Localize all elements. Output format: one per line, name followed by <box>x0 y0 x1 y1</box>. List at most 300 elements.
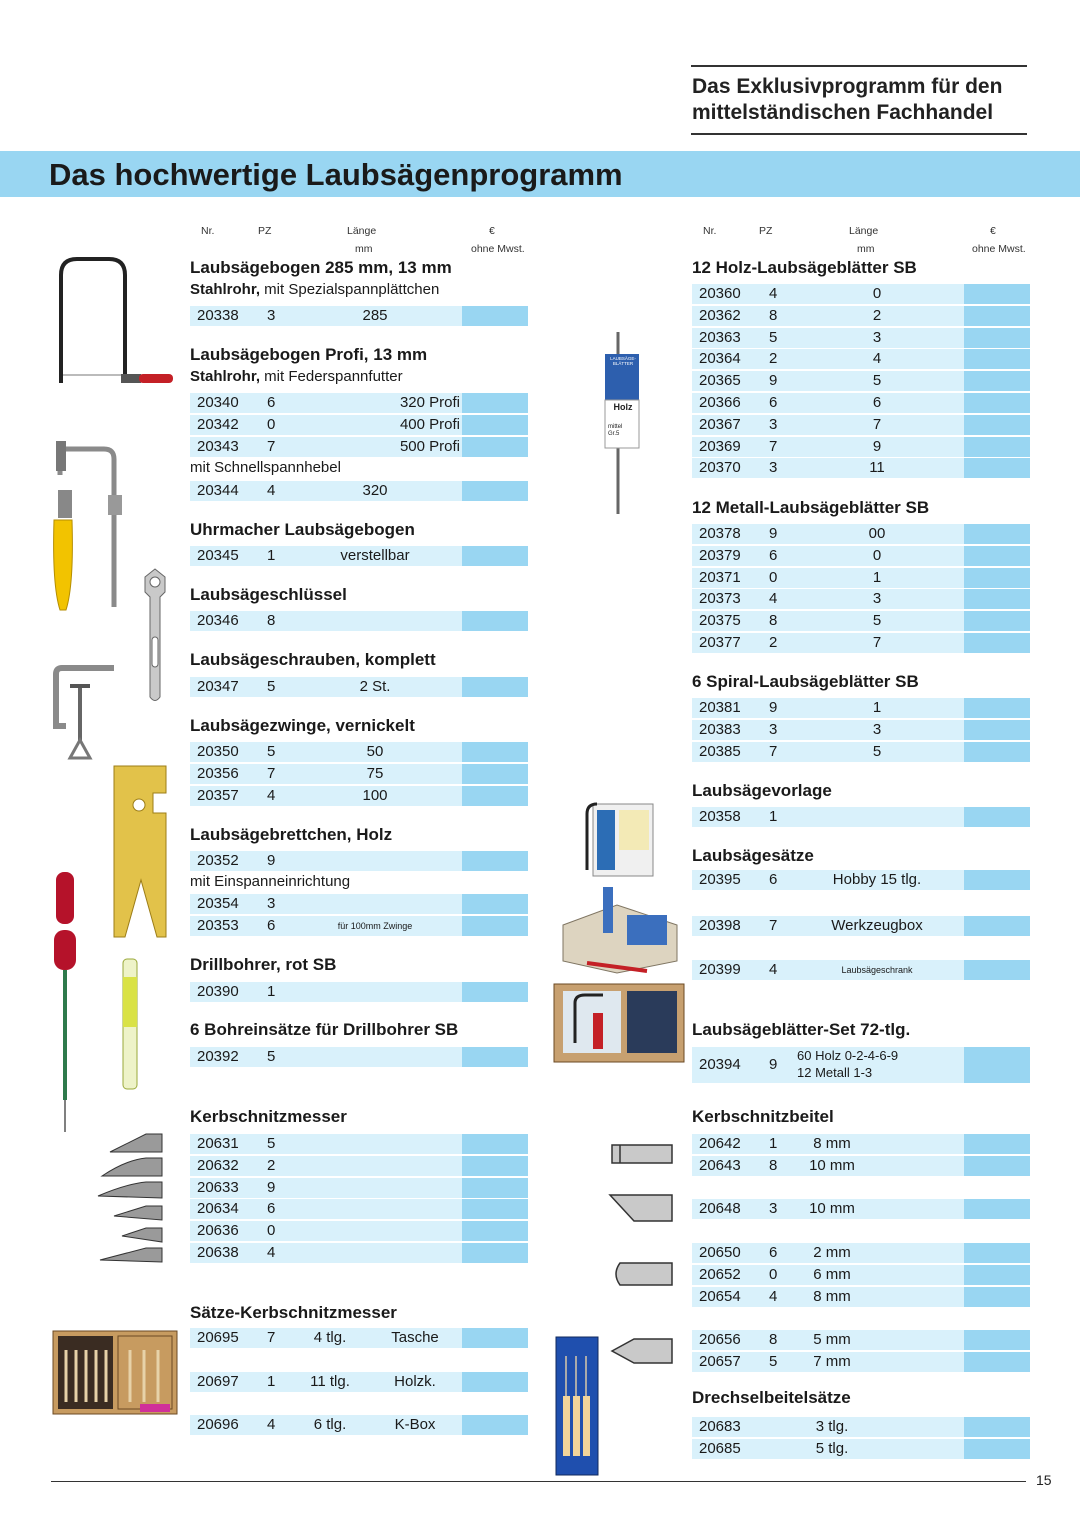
length-value: 75 <box>366 764 384 782</box>
pz-code: 4 <box>769 285 778 302</box>
table-row <box>692 306 1030 326</box>
section-title: Sätze-Kerbschnitzmesser <box>190 1303 397 1322</box>
length-value: 3 tlg. <box>815 1418 849 1435</box>
section-title: 6 Bohreinsätze für Drillbohrer SB <box>190 1020 459 1039</box>
price-cell <box>964 437 1030 457</box>
price-cell <box>964 328 1030 348</box>
length-value: 3 <box>872 720 882 738</box>
pz-code: 7 <box>769 916 778 934</box>
table-row <box>190 764 528 784</box>
length-value: 8 mm <box>813 1135 851 1152</box>
pz-code: 4 <box>267 1244 276 1261</box>
length-value: 4 tlg. <box>313 1329 347 1346</box>
price-cell <box>462 1372 528 1392</box>
pz-code: 4 <box>267 482 276 499</box>
model-value: K-Box <box>394 1416 436 1434</box>
pz-code: 5 <box>267 1135 276 1152</box>
pz-code: 2 <box>267 1156 276 1174</box>
length-value: 10 mm <box>809 1156 855 1174</box>
table-row <box>190 851 528 871</box>
fretsaw-profi-image <box>50 435 140 615</box>
price-cell <box>964 393 1030 413</box>
article-number: 20345 <box>197 547 239 564</box>
table-row <box>692 611 1030 631</box>
price-cell <box>964 1243 1030 1263</box>
pz-code: 1 <box>267 1372 276 1390</box>
table-row <box>692 1199 1030 1219</box>
package-size: mittel Gr.5 <box>608 424 623 437</box>
pz-code: 2 <box>769 350 778 368</box>
pz-code: 7 <box>267 1329 276 1346</box>
length-value: 5 <box>872 372 882 390</box>
article-number: 20636 <box>197 1222 239 1240</box>
article-number: 20367 <box>699 415 741 433</box>
pz-code: 6 <box>769 871 778 888</box>
section-title: Laubsägebrettchen, Holz <box>190 825 393 844</box>
article-number: 20364 <box>699 350 741 368</box>
section-title: Kerbschnitzmesser <box>190 1107 347 1126</box>
pz-code: 8 <box>267 612 276 629</box>
length-value: 6 tlg. <box>313 1416 347 1434</box>
carving-knives-image <box>96 1130 166 1265</box>
article-number: 20685 <box>699 1439 741 1457</box>
article-number: 20657 <box>699 1353 741 1370</box>
article-number: 20395 <box>699 871 741 888</box>
price-cell <box>964 807 1030 827</box>
pz-code: 8 <box>769 612 778 630</box>
price-cell <box>964 1265 1030 1285</box>
table-row <box>190 481 528 501</box>
col-euro-sub: ohne Mwst. <box>471 243 525 255</box>
table-row <box>692 568 1030 588</box>
clamp-image <box>52 662 122 762</box>
table-row <box>190 786 528 806</box>
pz-code: 0 <box>267 415 276 433</box>
article-number: 20379 <box>699 546 741 564</box>
pz-code: 4 <box>769 1287 778 1305</box>
article-number: 20352 <box>197 852 239 869</box>
length-value: 0 <box>872 546 882 564</box>
price-cell <box>964 284 1030 304</box>
length-value: 1 <box>872 568 882 586</box>
table-row <box>692 524 1030 544</box>
section-title: Laubsägebogen Profi, 13 mm <box>190 345 428 364</box>
col-laenge: Länge <box>347 225 377 237</box>
table-row <box>692 1047 1030 1083</box>
price-cell <box>462 786 528 806</box>
price-cell <box>462 677 528 697</box>
table-row <box>190 1372 528 1392</box>
section-title: Laubsägeschrauben, komplett <box>190 650 436 669</box>
section-title: Laubsägevorlage <box>692 781 832 800</box>
length-value: 7 <box>872 415 882 433</box>
table-row <box>190 1221 528 1241</box>
col-laenge-unit: mm <box>857 243 875 255</box>
article-number: 20643 <box>699 1156 741 1174</box>
article-number: 20358 <box>699 808 741 825</box>
length-value: verstellbar <box>340 547 410 564</box>
article-number: 20343 <box>197 437 239 455</box>
length-value: 5 <box>872 612 882 630</box>
price-cell <box>462 415 528 435</box>
article-number: 20378 <box>699 525 741 542</box>
article-number: 20365 <box>699 372 741 390</box>
price-cell <box>964 1330 1030 1350</box>
pz-code: 1 <box>769 808 778 825</box>
article-number: 20385 <box>699 742 741 760</box>
col-euro-sub: ohne Mwst. <box>972 243 1026 255</box>
pz-code: 6 <box>769 1244 778 1261</box>
fretsaw-frame-image <box>55 255 175 390</box>
price-cell <box>964 960 1030 980</box>
price-cell <box>462 393 528 413</box>
price-cell <box>964 1287 1030 1307</box>
pz-code: 5 <box>267 743 276 760</box>
template-pack-image <box>583 800 655 880</box>
price-cell <box>462 1134 528 1154</box>
toolbox-image <box>557 885 687 975</box>
article-number: 20383 <box>699 720 741 738</box>
section-title: Laubsägeschlüssel <box>190 585 347 604</box>
price-cell <box>964 611 1030 631</box>
pz-code: 0 <box>769 568 778 586</box>
length-value: 11 tlg. <box>310 1372 350 1390</box>
table-row <box>692 1352 1030 1372</box>
table-row <box>692 393 1030 413</box>
length-value: 320 <box>362 482 388 499</box>
table-row <box>692 458 1030 478</box>
article-number: 20654 <box>699 1287 741 1305</box>
price-cell <box>462 1415 528 1435</box>
pz-code: 3 <box>769 415 778 433</box>
article-number: 20631 <box>197 1135 239 1152</box>
price-cell <box>964 1156 1030 1176</box>
turning-chisel-set-image <box>555 1336 599 1476</box>
table-row <box>692 916 1030 936</box>
article-number: 20683 <box>699 1418 741 1435</box>
price-cell <box>964 916 1030 936</box>
price-cell <box>964 589 1030 609</box>
section-note: mit Einspanneinrichtung <box>190 873 351 890</box>
length-value: 7 <box>872 634 882 651</box>
table-row <box>190 742 528 762</box>
article-number: 20350 <box>197 743 239 760</box>
length-value: 8 mm <box>813 1287 851 1305</box>
length-value: 5 mm <box>813 1331 851 1349</box>
price-cell <box>462 1156 528 1176</box>
section-title: 6 Spiral-Laubsägeblätter SB <box>692 672 919 691</box>
table-row <box>190 393 528 413</box>
article-number: 20642 <box>699 1135 741 1152</box>
table-row <box>190 1243 528 1263</box>
table-row <box>692 1330 1030 1350</box>
section-title: Laubsägezwinge, vernickelt <box>190 716 415 735</box>
table-row <box>692 1287 1030 1307</box>
pz-code: 8 <box>769 1331 778 1349</box>
pz-code: 6 <box>267 394 276 411</box>
col-euro: € <box>489 225 495 237</box>
price-cell <box>964 415 1030 435</box>
article-number: 20369 <box>699 437 741 455</box>
price-cell <box>964 1439 1030 1459</box>
table-row <box>190 1178 528 1198</box>
table-row <box>692 284 1030 304</box>
length-value: 320 Profi <box>399 394 460 411</box>
table-row <box>692 720 1030 740</box>
pz-code: 5 <box>267 678 276 695</box>
package-type: Holz <box>613 402 633 412</box>
pz-code: 6 <box>769 546 778 564</box>
price-cell <box>964 458 1030 478</box>
col-pz: PZ <box>759 225 773 237</box>
pz-code: 9 <box>769 372 778 390</box>
length-line-1: 60 Holz 0-2-4-6-9 <box>797 1048 899 1063</box>
pz-code: 4 <box>769 960 778 978</box>
pz-code: 2 <box>769 634 778 651</box>
article-number: 20633 <box>197 1178 239 1196</box>
table-row <box>190 677 528 697</box>
table-row <box>692 1265 1030 1285</box>
article-number: 20398 <box>699 916 741 934</box>
col-euro: € <box>990 225 996 237</box>
price-cell <box>964 1199 1030 1219</box>
price-cell <box>462 916 528 936</box>
table-row <box>692 1156 1030 1176</box>
section-title: 12 Holz-Laubsägeblätter SB <box>692 258 917 277</box>
footer-rule <box>51 1481 1026 1482</box>
length-value: 5 tlg. <box>815 1439 849 1457</box>
price-cell <box>964 720 1030 740</box>
pz-code: 7 <box>267 437 276 455</box>
length-value: 3 <box>872 328 882 346</box>
article-number: 20392 <box>197 1048 239 1065</box>
saw-board-image <box>113 765 168 937</box>
price-cell <box>462 481 528 501</box>
price-cell <box>964 546 1030 566</box>
price-cell <box>964 1352 1030 1372</box>
price-cell <box>462 1328 528 1348</box>
article-number: 20353 <box>197 916 239 934</box>
length-value: 2 <box>872 306 882 324</box>
price-cell <box>462 1243 528 1263</box>
section-title: Kerbschnitzbeitel <box>692 1107 834 1126</box>
table-row <box>692 437 1030 457</box>
price-cell <box>964 633 1030 653</box>
price-cell <box>964 349 1030 369</box>
length-value: 0 <box>872 285 882 302</box>
section-title: Drechselbeitelsätze <box>692 1388 851 1407</box>
price-cell <box>462 1178 528 1198</box>
col-nr: Nr. <box>703 225 717 237</box>
length-value: 500 Profi <box>399 437 460 455</box>
package-brand: LAUBSÄGE-BLÄTTER <box>610 356 636 366</box>
article-number: 20354 <box>197 895 239 912</box>
table-row <box>692 371 1030 391</box>
pz-code: 3 <box>267 307 276 324</box>
table-row <box>692 1417 1030 1437</box>
length-line-2: 12 Metall 1-3 <box>797 1065 873 1080</box>
table-row <box>692 1243 1030 1263</box>
price-cell <box>964 524 1030 544</box>
article-number: 20399 <box>699 960 741 978</box>
pz-code: 4 <box>267 1416 276 1434</box>
section-title: 12 Metall-Laubsägeblätter SB <box>692 498 930 517</box>
article-number: 20344 <box>197 482 239 499</box>
length-value: 00 <box>868 525 886 542</box>
pz-code: 6 <box>769 394 778 411</box>
article-number: 20377 <box>699 634 741 651</box>
length-value: 50 <box>366 743 384 760</box>
chisels-image <box>610 1143 674 1368</box>
price-cell <box>462 1221 528 1241</box>
table-row <box>190 1156 528 1176</box>
article-number: 20366 <box>699 394 741 411</box>
table-row <box>692 1439 1030 1459</box>
article-number: 20632 <box>197 1156 239 1174</box>
article-number: 20363 <box>699 328 741 346</box>
pz-code: 1 <box>267 983 276 1000</box>
col-nr: Nr. <box>201 225 215 237</box>
article-number: 20638 <box>197 1244 239 1261</box>
length-value: 1 <box>872 699 882 716</box>
price-cell <box>964 1047 1030 1083</box>
length-value: 100 <box>362 786 388 804</box>
pz-code: 8 <box>769 306 778 324</box>
article-number: 20356 <box>197 764 239 782</box>
length-value: 285 <box>362 307 388 324</box>
pz-code: 3 <box>769 459 778 477</box>
article-number: 20394 <box>699 1056 741 1073</box>
article-number: 20346 <box>197 612 239 629</box>
col-laenge-unit: mm <box>355 243 373 255</box>
pz-code: 0 <box>769 1265 778 1283</box>
price-cell <box>462 764 528 784</box>
length-value: 10 mm <box>809 1200 855 1218</box>
table-row <box>190 415 528 435</box>
price-cell <box>462 306 528 326</box>
table-row <box>692 589 1030 609</box>
pz-code: 9 <box>769 525 778 542</box>
pz-code: 9 <box>769 1056 778 1073</box>
price-cell <box>462 1199 528 1219</box>
length-value: 5 <box>872 742 882 760</box>
table-row <box>692 1134 1030 1154</box>
pz-code: 7 <box>769 437 778 455</box>
model-value: Holzk. <box>394 1372 436 1390</box>
pz-code: 8 <box>769 1156 778 1174</box>
article-number: 20697 <box>197 1372 239 1390</box>
length-value: 3 <box>872 590 882 608</box>
pz-code: 7 <box>267 764 276 782</box>
catalog-header <box>691 65 1027 135</box>
table-row <box>692 960 1030 980</box>
article-number: 20656 <box>699 1331 741 1349</box>
table-row <box>190 1328 528 1348</box>
pz-code: 9 <box>267 852 276 869</box>
article-number: 20347 <box>197 678 239 695</box>
knife-set-box-image <box>52 1330 178 1415</box>
price-cell <box>964 306 1030 326</box>
pz-code: 0 <box>267 1222 276 1240</box>
price-cell <box>462 982 528 1002</box>
section-subtitle: Stahlrohr, mit Spezialspannplättchen <box>190 281 440 298</box>
pz-code: 4 <box>267 786 276 804</box>
header-line-1: Das Exklusivprogramm für den <box>692 75 1003 98</box>
table-row <box>190 437 528 457</box>
price-cell <box>964 1134 1030 1154</box>
article-number: 20371 <box>699 568 741 586</box>
article-number: 20650 <box>699 1244 741 1261</box>
length-value: 6 mm <box>813 1265 851 1283</box>
table-row <box>190 1047 528 1067</box>
length-value: 2 mm <box>813 1244 851 1261</box>
length-value: 2 St. <box>359 678 391 695</box>
section-title: Uhrmacher Laubsägebogen <box>190 520 415 539</box>
price-cell <box>964 698 1030 718</box>
length-value: Hobby 15 tlg. <box>832 871 922 888</box>
table-row <box>692 870 1030 890</box>
table-row <box>190 546 528 566</box>
article-number: 20370 <box>699 459 741 477</box>
price-cell <box>462 851 528 871</box>
pz-code: 9 <box>769 699 778 716</box>
table-row <box>692 546 1030 566</box>
header-line-2: mittelständischen Fachhandel <box>692 101 994 124</box>
table-row <box>190 982 528 1002</box>
article-number: 20381 <box>699 699 741 716</box>
pz-code: 3 <box>769 1200 778 1218</box>
price-cell <box>964 568 1030 588</box>
col-laenge: Länge <box>849 225 879 237</box>
length-value: 6 <box>872 394 882 411</box>
pz-code: 3 <box>267 895 276 912</box>
model-value: Tasche <box>391 1329 439 1346</box>
title-banner <box>0 151 1080 197</box>
article-number: 20695 <box>197 1329 239 1346</box>
pz-code: 5 <box>769 328 778 346</box>
article-number: 20340 <box>197 394 239 411</box>
table-row <box>692 415 1030 435</box>
article-number: 20357 <box>197 786 239 804</box>
pz-code: 1 <box>769 1135 778 1152</box>
article-number: 20634 <box>197 1200 239 1218</box>
section-title: Laubsägesätze <box>692 846 814 865</box>
length-value: 11 <box>869 459 885 477</box>
length-value: 9 <box>872 437 882 455</box>
pz-code: 7 <box>769 742 778 760</box>
length-value: Werkzeugbox <box>831 916 923 934</box>
page-number: 15 <box>1036 1472 1052 1488</box>
article-number: 20373 <box>699 590 741 608</box>
saw-key-image <box>140 567 170 707</box>
table-row <box>692 742 1030 762</box>
table-row <box>190 894 528 914</box>
article-number: 20360 <box>699 285 741 302</box>
price-cell <box>462 1047 528 1067</box>
pz-code: 5 <box>267 1048 276 1065</box>
section-title: Laubsägebogen 285 mm, 13 mm <box>190 258 452 277</box>
saw-cabinet-image <box>553 983 685 1063</box>
table-row <box>190 1415 528 1435</box>
pz-code: 6 <box>267 1200 276 1218</box>
price-cell <box>964 742 1030 762</box>
section-title: Drillbohrer, rot SB <box>190 955 337 974</box>
length-value: 400 Profi <box>399 415 460 433</box>
article-number: 20390 <box>197 983 239 1000</box>
price-cell <box>462 546 528 566</box>
price-cell <box>462 894 528 914</box>
table-row <box>190 306 528 326</box>
